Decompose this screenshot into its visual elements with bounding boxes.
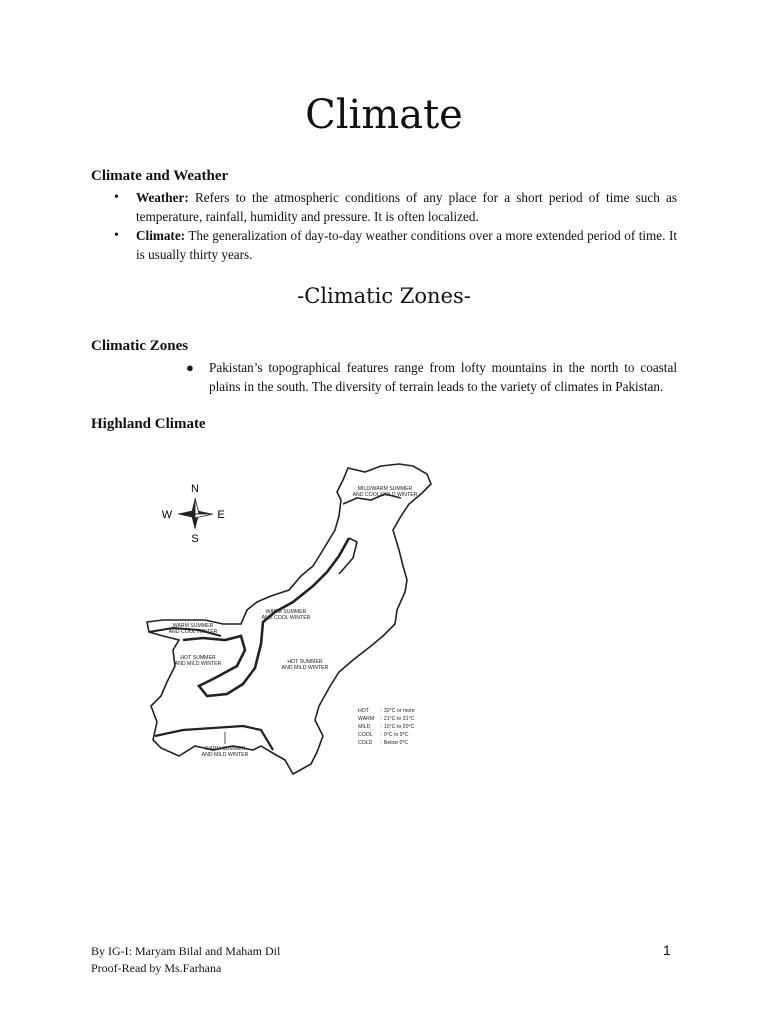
heading-highland-climate: Highland Climate xyxy=(91,416,206,432)
legend-value-warm: : 21°C to 31°C xyxy=(381,716,415,722)
page-title: Climate xyxy=(305,92,463,138)
zone-label-central-2: AND COOL WINTER xyxy=(261,615,311,621)
legend-term-cold: COLD xyxy=(358,740,373,746)
zone-label-west-2: AND COOL WINTER xyxy=(168,629,218,635)
section-subtitle: -Climatic Zones- xyxy=(297,284,471,308)
list-item xyxy=(209,358,677,396)
zone-label-south-2: AND MILD WINTER xyxy=(201,752,249,758)
page-footer xyxy=(91,943,280,977)
legend-term-cool: COOL xyxy=(358,732,373,738)
zone-label-east-hot-2: AND MILD WINTER xyxy=(281,665,329,671)
term-climate: Climate: xyxy=(136,228,186,243)
compass-n: N xyxy=(191,483,199,495)
list-item xyxy=(136,188,677,226)
zone-label-west-hot-1: HOT SUMMER xyxy=(180,655,216,661)
footer-authors: By IG-I: Maryam Bilal and Maham Dil xyxy=(91,944,281,958)
page-number: 1 xyxy=(663,942,671,958)
zone-label-north-2: AND COOL/COLD WINTER xyxy=(352,492,418,498)
pakistan-climate-map-image xyxy=(143,460,435,778)
climate-map xyxy=(143,460,435,778)
zone-label-south-1: WARM SUMMER xyxy=(204,746,246,752)
legend-value-mild: : 10°C to 20°C xyxy=(381,724,415,730)
zone-label-central-1: WARM SUMMER xyxy=(265,609,307,615)
term-weather: Weather: xyxy=(136,190,189,205)
zone-label-east-hot-1: HOT SUMMER xyxy=(287,659,323,665)
list-item xyxy=(136,226,677,264)
legend-term-mild: MILD xyxy=(358,724,371,730)
zone-label-north-1: MILD/WARM SUMMER xyxy=(357,486,413,492)
zone-label-west-hot-2: AND MILD WINTER xyxy=(174,661,222,667)
zone-label-west-1: WARM SUMMER xyxy=(172,623,214,629)
compass-w: W xyxy=(161,509,173,521)
zones-description: Pakistan’s topographical features range from lofty mountains in the north to coastal plains in the south. The diversity of terrain leads to the variety of climates in Pakistan. xyxy=(209,360,677,394)
legend-term-warm: WARM xyxy=(358,716,375,722)
definition-climate: The generalization of day-to-day weather conditions over a more extended period of time. It is usually thirty years. xyxy=(136,228,677,262)
footer-proofread: Proof-Read by Ms.Farhana xyxy=(91,961,222,975)
zone-boundary-central-upper xyxy=(339,538,357,574)
heading-climatic-zones: Climatic Zones xyxy=(91,338,189,354)
heading-climate-and-weather: Climate and Weather xyxy=(91,168,229,184)
definition-weather: Refers to the atmospheric conditions of any place for a short period of time such as temperature, rainfall, humidity and pressure. It is often localized. xyxy=(136,190,677,224)
legend-value-cool: : 0°C to 9°C xyxy=(381,732,409,738)
temperature-legend xyxy=(358,708,415,746)
definitions-list xyxy=(136,188,677,264)
compass-rose xyxy=(162,483,225,545)
legend-value-cold: : Below 0°C xyxy=(381,740,409,746)
compass-e: E xyxy=(217,509,225,521)
compass-s: S xyxy=(191,533,199,545)
legend-term-hot: HOT xyxy=(358,708,369,714)
legend-value-hot: : 32°C or more xyxy=(381,708,415,714)
zones-list xyxy=(209,358,677,396)
